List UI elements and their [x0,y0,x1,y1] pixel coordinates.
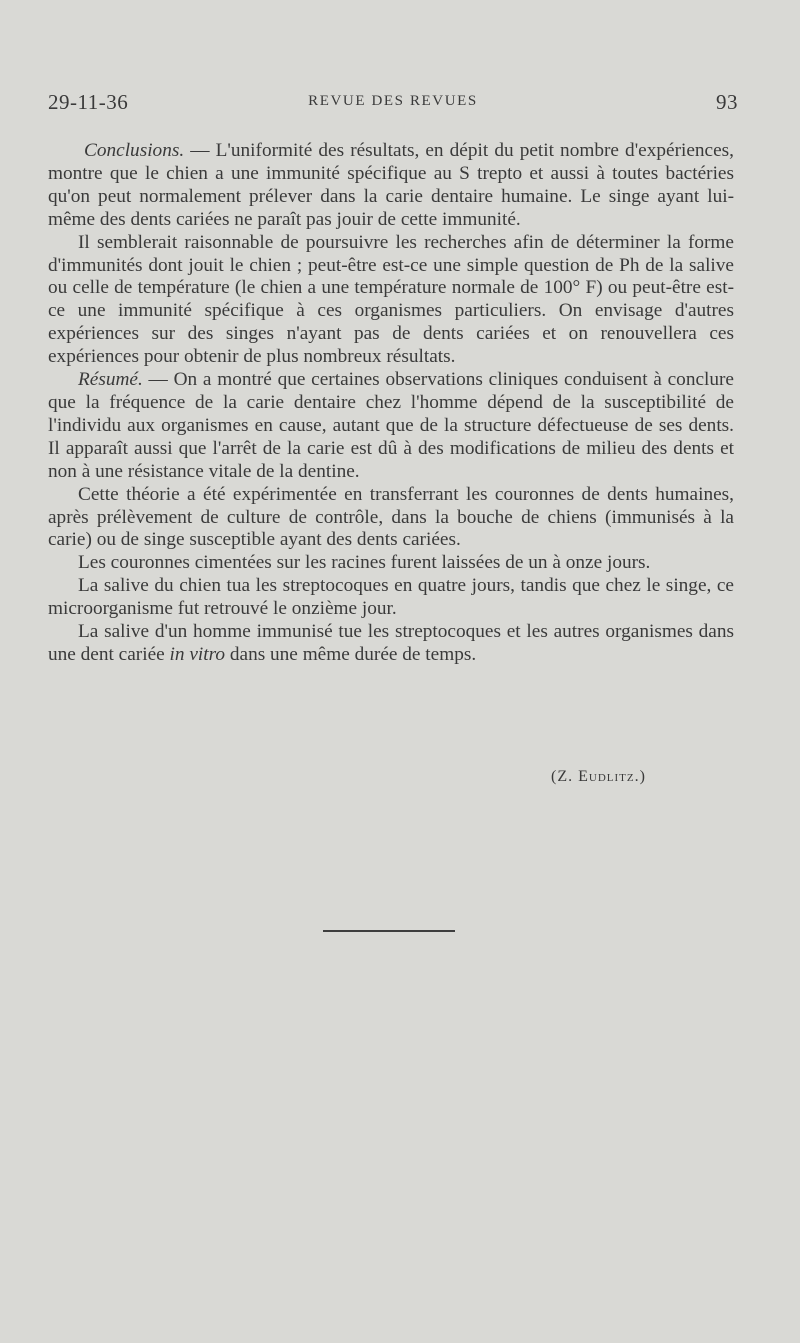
page-number: 93 [716,90,738,114]
running-title: REVUE DES REVUES [308,93,478,109]
paragraph-text: La salive du chien tua les streptocoques en quatre jours, tandis que chez le singe, ce microorganisme fut retrouvé le onzième jour. [48,575,734,620]
paragraph-text: dans une même durée de temps. [225,643,477,665]
page-header [48,90,738,120]
paragraph [48,552,734,575]
paragraph-text: — On a montré que certaines observations cliniques conduisent à conclure que la fréquence de la carie dentaire chez l'homme dépend de la susceptibilité de l'individu aux organismes en cause, autant que de la structure défectueuse de ses dents. Il apparaît aussi que l'arrêt de la carie est dû à des modifications de milieu des dents et non à une résistance vitale de la dentine. [48,369,734,482]
signature-close: .) [634,768,646,785]
paragraph-text: Cette théorie a été expérimentée en transferrant les couronnes de dents humaines, après prélèvement de culture de contrôle, dans la bouche de chiens (immunisés à la carie) ou de singe susceptible ayant des dents cariées. [48,483,734,551]
article-body [48,140,734,667]
author-name: Eudlitz [578,768,635,785]
section-lead-conclusions: Conclusions. [84,140,185,161]
paragraph-text: La salive d'un homme immunisé tue les streptocoques et les autres organismes dans une dent cariée [48,621,734,665]
paragraph [48,484,734,553]
latin-term: in vitro [169,643,226,665]
paragraph-text: Il semblerait raisonnable de poursuivre les recherches afin de déterminer la forme d'immunités dont jouit le chien ; peut-être est-ce une simple question de Ph de la salive ou celle de température (le chien a une température normale de 100° F) ou peut-être est-ce une immunité spécifique à ces organismes particuliers. On envisage d'autres expériences sur des singes n'ayant pas de dents cariées et on renouvellera ces expériences pour obtenir de plus nombreux résultats. [48,231,734,368]
paragraph [48,232,734,369]
section-divider [323,930,455,932]
author-signature [551,768,646,786]
paragraph-conclusions [48,140,734,232]
paragraph [48,621,734,667]
signature-open: (Z. [551,768,579,785]
paragraph [48,575,734,621]
paragraph-resume [48,369,734,484]
issue-date: 29-11-36 [48,90,129,114]
paragraph-text: Les couronnes cimentées sur les racines furent laissées de un à onze jours. [78,552,651,574]
section-lead-resume: Résumé. [78,369,143,391]
paragraph-text: — L'uniformité des résultats, en dépit du petit nombre d'expériences, montre que le chien a une immunité spécifique au S trepto et aussi à toutes bactéries qu'on peut normalement prélever dans la carie dentaire humaine. Le singe ayant lui-même des dents cariées ne paraît pas jouir de cette immunité. [48,140,734,230]
